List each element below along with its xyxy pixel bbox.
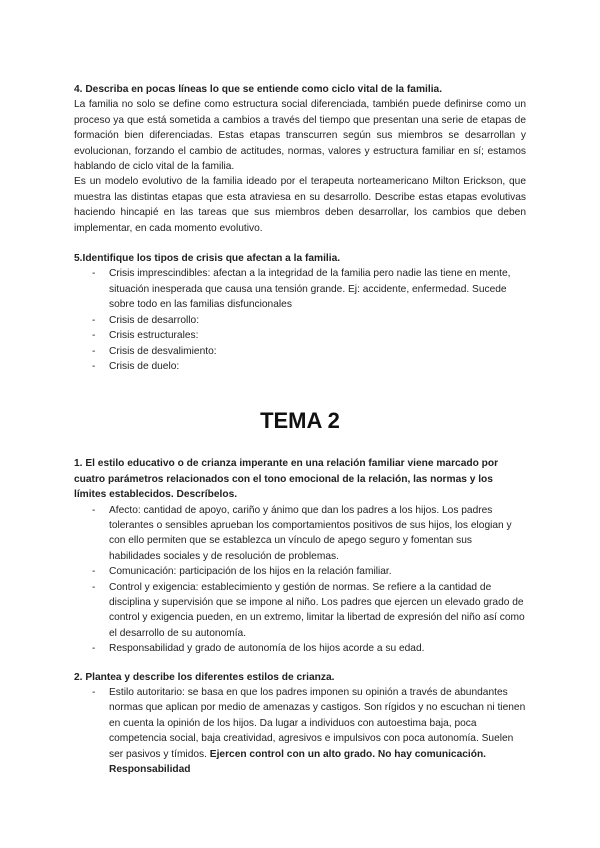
paragraph: Es un modelo evolutivo de la familia ideado por el terapeuta norteamericano Milton Erickson, que muestra las distintas etapas que esta atraviesa en su desarrollo. Describe estas etapas evolutivas haciendo hincapié en las tareas que sus miembros deben desarrollar, los cambios que deben implementar, en cada momento evolutivo. [74,176,526,234]
question-5-heading: 5.Identifique los tipos de crisis que afectan a la familia. [74,253,341,265]
crisis-list [74,266,526,374]
list-item: - Crisis de desarrollo: [74,313,526,328]
list-item: - Crisis de duelo: [74,359,526,374]
question-4-heading: 4. Describa en pocas líneas lo que se entiende como ciclo vital de la familia. [74,84,443,95]
tema2-question-1-heading: 1. El estilo educativo o de crianza imperante en una relación familiar viene marcado por cuatro parámetros relacionados con el tono emocional de la relación, las normas y los límites establecidos. Descríbelos. [74,458,499,501]
list-item: - Crisis imprescindibles: afectan a la integridad de la familia pero nadie las tiene en mente, situación inesperada que causa una tensión grande. Ej: accidente, enfermedad. Sucede sobre todo en las familias disfuncionales [74,266,526,312]
styles-list [74,685,526,777]
item-bold-text: Ejercen control con un alto grado. No hay comunicación. Responsabilidad [109,748,487,776]
list-item: - Crisis de desvalimiento: [74,344,526,359]
tema2-question-2-heading: 2. Plantea y describe los diferentes estilos de crianza. [74,671,335,683]
section-title: TEMA 2 [260,408,340,434]
list-item [74,685,526,777]
list-item: - Control y exigencia: establecimiento y gestión de normas. Se refiere a la cantidad de disciplina y supervisión que se impone al niño. Los padres que ejercen un elevado grado de control y exigencia pueden, en un extremo, limitar la libertad de expresión del niño así como el desarrollo de su autonomía. [74,580,526,642]
document-page [74,82,526,777]
list-item: - Afecto: cantidad de apoyo, cariño y ánimo que dan los padres a los hijos. Los padres tolerantes o sensibles aprueban los comportamientos positivos de sus hijos, los elogian y con ello permiten que se establezca un vínculo de apego seguro y fomentan sus habilidades sociales y de resolución de problemas. [74,503,526,565]
list-item: - Comunicación: participación de los hijos en la relación familiar. [74,564,526,579]
item-text: Estilo autoritario: se basa en que los padres imponen su opinión a través de abundantes normas que aplican por medio de amenazas y castigos. Son rígidos y no escuchan ni tienen en cuenta la opinión de los hijos. Da lugar a individuos con autoestima baja, poca competencia social, baja creatividad, agresivos e impulsivos con poca autonomía. Suelen ser pasivos y tímidos. [109,687,526,760]
paragraph: La familia no solo se define como estructura social diferenciada, también puede definirse como un proceso ya que está sometida a cambios a través del tiempo que presentan una serie de etapas de formación bien diferenciadas. Estas etapas transcurren según sus miembros se desarrollan y evolucionan, forzando el cambio de actitudes, normas, valores y estructura familiar en sí; estamos hablando de ciclo vital de la familia. [74,99,526,173]
list-item: - Crisis estructurales: [74,328,526,343]
list-item: - Responsabilidad y grado de autonomía de los hijos acorde a su edad. [74,641,526,656]
parameters-list [74,503,526,657]
